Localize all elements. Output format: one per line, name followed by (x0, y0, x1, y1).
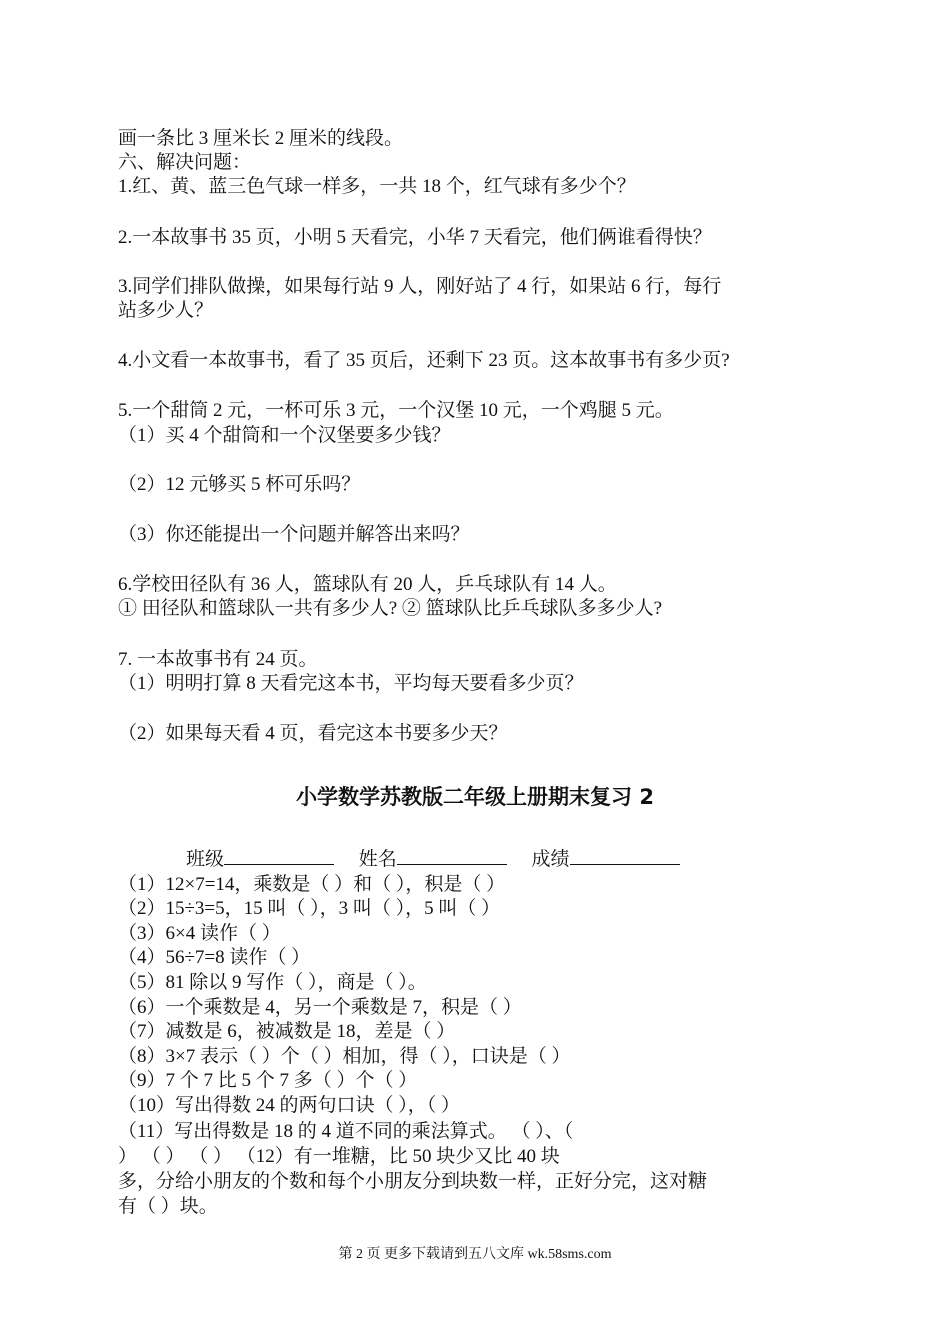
section-heading: 六、解决问题： (118, 152, 252, 173)
question-1: （1）12×7=14，乘数是（ ）和（ ），积是（ ） (118, 874, 506, 895)
question-9: （9）7 个 7 比 5 个 7 多（ ）个（ ） (118, 1070, 418, 1091)
question-6: （6）一个乘数是 4，另一个乘数是 7，积是（ ） (118, 997, 522, 1018)
problem-1: 1.红、黄、蓝三色气球一样多，一共 18 个，红气球有多少个？ (118, 176, 636, 197)
score-label: 成绩 (531, 849, 570, 870)
problem-7-q2: （2）如果每天看 4 页，看完这本书要多少天？ (118, 723, 508, 744)
student-info-fields (186, 846, 700, 873)
problem-5-q3: （3）你还能提出一个问题并解答出来吗？ (118, 524, 470, 545)
problem-7: 7. 一本故事书有 24 页。 (118, 649, 318, 670)
problem-3-line-2: 站多少人？ (118, 300, 214, 321)
question-12-line-2: 多，分给小朋友的个数和每个小朋友分到块数一样，正好分完，这对糖 (118, 1171, 708, 1192)
problem-5: 5.一个甜筒 2 元，一杯可乐 3 元，一个汉堡 10 元，一个鸡腿 5 元。 (118, 400, 674, 421)
class-label: 班级 (186, 849, 225, 870)
page-title: 小学数学苏教版二年级上册期末复习 2 (296, 785, 654, 809)
problem-6-questions: ① 田径队和篮球队一共有多少人? ② 篮球队比乒乓球队多多少人? (118, 598, 663, 619)
score-blank[interactable] (570, 846, 680, 865)
problem-3-line-1: 3.同学们排队做操，如果每行站 9 人，刚好站了 4 行，如果站 6 行，每行 (118, 276, 722, 297)
page-footer: 第 2 页 更多下载请到五八文库 wk.58sms.com (338, 1247, 612, 1262)
name-blank[interactable] (397, 846, 507, 865)
question-11: （11）写出得数是 18 的 4 道不同的乘法算式。 （ ）、（ (118, 1121, 574, 1142)
question-11-12-wrap: ） （ ） （ ） （12）有一堆糖，比 50 块少又比 40 块 (118, 1146, 560, 1167)
question-12-line-3: 有（ ）块。 (118, 1196, 218, 1217)
question-8: （8）3×7 表示（ ）个（ ）相加，得（ ），口诀是（ ） (118, 1046, 571, 1067)
class-blank[interactable] (224, 846, 334, 865)
text-line: 画一条比 3 厘米长 2 厘米的线段。 (118, 128, 404, 149)
question-5: （5）81 除以 9 写作（ ），商是（ ）。 (118, 972, 427, 993)
problem-4: 4.小文看一本故事书，看了 35 页后，还剩下 23 页。这本故事书有多少页? (118, 350, 730, 371)
question-4: （4）56÷7=8 读作（ ） (118, 947, 311, 968)
question-10: （10）写出得数 24 的两句口诀（ ），（ ） (118, 1095, 461, 1116)
question-3: （3）6×4 读作（ ） (118, 923, 281, 944)
problem-2: 2.一本故事书 35 页，小明 5 天看完，小华 7 天看完，他们俩谁看得快？ (118, 227, 712, 248)
name-label: 姓名 (358, 849, 397, 870)
problem-6: 6.学校田径队有 36 人，篮球队有 20 人，乒乓球队有 14 人。 (118, 574, 617, 595)
question-7: （7）减数是 6，被减数是 18，差是（ ） (118, 1021, 456, 1042)
problem-5-q1: （1）买 4 个甜筒和一个汉堡要多少钱？ (118, 425, 451, 446)
problem-5-q2: （2）12 元够买 5 杯可乐吗？ (118, 474, 361, 495)
question-2: （2）15÷3=5，15 叫（ ），3 叫（ ），5 叫（ ） (118, 898, 501, 919)
problem-7-q1: （1）明明打算 8 天看完这本书，平均每天要看多少页？ (118, 673, 584, 694)
